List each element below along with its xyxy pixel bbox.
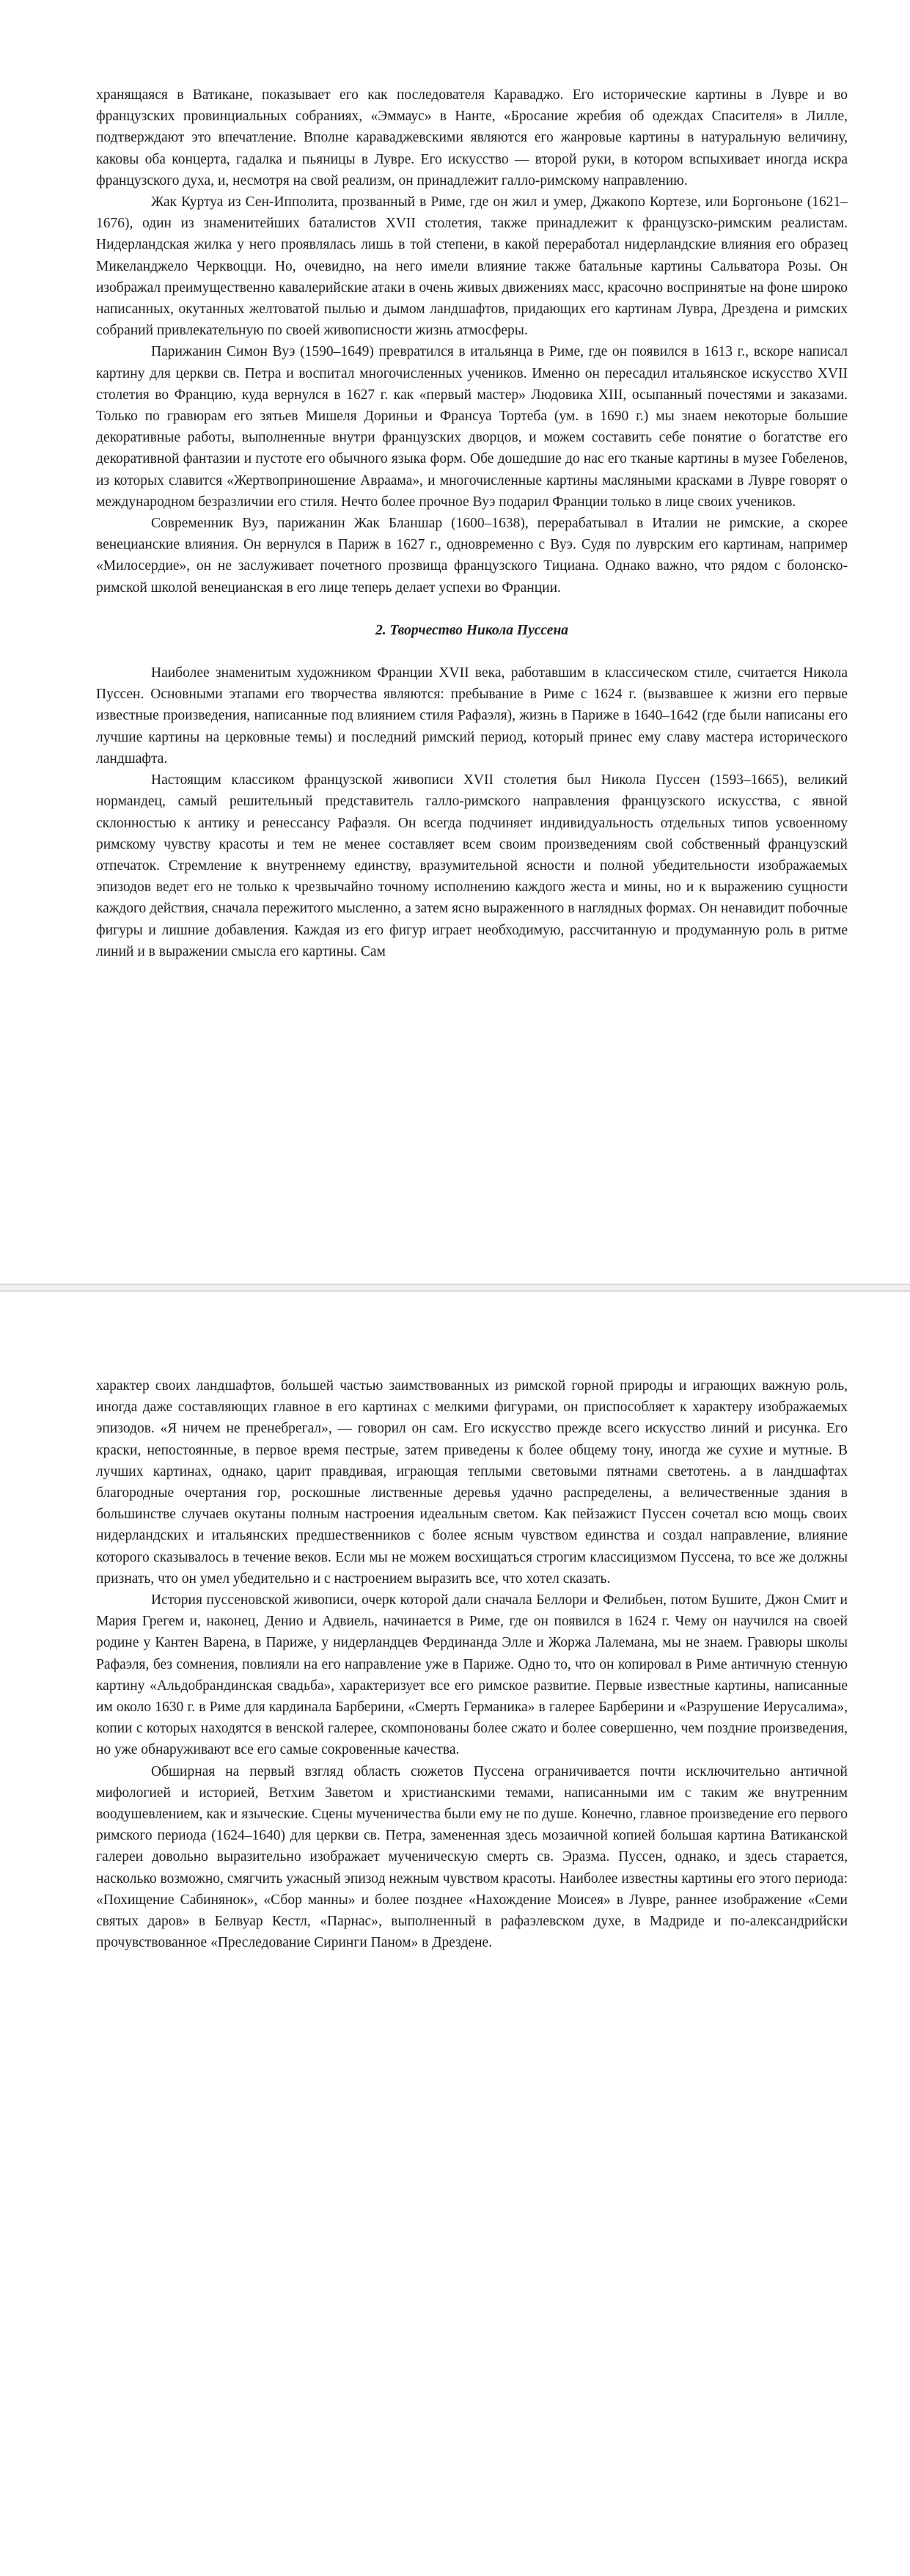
paragraph: характер своих ландшафтов, большей частью заимствованных из римской горной природы и играющих важную роль, иногда даже составляющих главное в его картинах с мелкими фигурами, он приспособляет к характеру изображаемых эпизодов. «Я ничем не пренебрегал», — говорил он сам. Его искусство прежде всего искусство линий и рисунка. Его краски, непостоянные, в первое время пестрые, затем приведены к более общему тону, иногда же сухие и мутные. В лучших картинах, однако, царит правдивая, играющая теплыми световыми пятнами светотень. а в ландшафтах благородные очертания гор, роскошные лиственные деревья удачно распределены, а величественные здания в большинстве случаев окутаны полным настроения идеальным светом. Как пейзажист Пуссен сочетал всю мощь своих нидерландских и итальянских предшественников с более ясным чувством единства и создал направление, влияние которого сказывалось в течение веков. Если мы не можем восхищаться строгим классицизмом Пуссена, то все же должны признать, что он умел убедительно и с настроением выразить все, что хотел сказать.	[96, 1378, 848, 1587]
paragraph: Парижанин Симон Вуэ (1590–1649) превратился в итальянца в Риме, где он появился в 1613 г., вскоре написал картину для церкви св. Петра и воспитал многочисленных учеников. Именно он пересадил итальянское искусство XVII столетия во Францию, куда вернулся в 1627 г. как «первый мастер» Людовика XIII, осыпанный почестями и заказами. Только по гравюрам его зятьев Мишеля Дориньи и Франсуа Тортеба (ум. в 1690 г.) мы знаем некоторые большие декоративные работы, выполненные внутри французских дворцов, и можем составить себе понятие о богатстве его декоративной фантазии и пустоте его обычного языка форм. Обе дошедшие до нас его тканые картины в музее Гобеленов, из которых славится «Жертвоприношение Авраама», и многочисленные картины масляными красками в Лувре говорят о международном безразличии его стиля. Нечто более прочное Вуэ подарил Франции только в лице своих учеников.	[96, 344, 848, 510]
paragraph: История пуссеновской живописи, очерк которой дали сначала Беллори и Фелибьен, потом Бушите, Джон Смит и Мария Грегем и, наконец, Денио и Адвиель, начинается в Риме, где он появился в 1624 г. Чему он научился на своей родине у Кантен Варена, в Париже, у нидерландцев Фердинанда Элле и Жоржа Лалемана, мы не знаем. Гравюры школы Рафаэля, без сомнения, повлияли на его направление уже в Париже. Одно то, что он копировал в Риме античную стенную картину «Альдобрандинская свадьба», характеризует все его римское развитие. Первые известные картины, написанные им около 1630 г. в Риме для кардинала Барберини, «Смерть Германика» в галерее Барберини и «Разрушение Иерусалима», копии с которых находятся в венской галерее, скомпонованы более сжато и более совершенно, чем поздние произведения, но уже обнаруживают все его самые сокровенные качества.	[96, 1592, 848, 1758]
page-2-text-column	[96, 1375, 848, 1953]
paragraph: Обширная на первый взгляд область сюжетов Пуссена ограничивается почти исключительно античной мифологией и историей, Ветхим Заветом и христианскими темами, написанными им с таким же внутренним воодушевлением, как и языческие. Сцены мученичества были ему не по душе. Конечно, главное произведение его первого римского периода (1624–1640) для церкви св. Петра, замененная здесь мозаичной копией большая картина Ватиканской галереи довольно выразительно изображает мученическую смерть св. Эразма. Пуссен, однако, и здесь старается, насколько возможно, смягчить ужасный эпизод нежным чувством красоты. Наиболее известны картины его этого периода: «Похищение Сабинянок», «Сбор манны» и более позднее «Нахождение Моисея» в Лувре, раннее изображение «Семи святых даров» в Белвуар Кестл, «Парнас», выполненный в рафаэлевском духе, в Мадриде и по-александрийски прочувствованное «Преследование Сиринги Паном» в Дрездене.	[96, 1763, 848, 1951]
section-heading: 2. Творчество Никола Пуссена	[375, 622, 569, 638]
page-1-text-column	[96, 84, 848, 962]
paragraph: Наиболее знаменитым художником Франции XVII века, работавшим в классическом стиле, считается Никола Пуссен. Основными этапами его творчества являются: пребывание в Риме с 1624 г. (вызвавшее к жизни его первые известные произведения, написанные под влиянием стиля Рафаэля), жизнь в Париже в 1640–1642 (где были написаны его лучшие картины на церковные темы) и последний римский период, который принес ему славу мастера исторического ландшафта.	[96, 665, 848, 766]
paragraph: Жак Куртуа из Сен-Ипполита, прозванный в Риме, где он жил и умер, Джакопо Кортезе, или Боргоньоне (1621–1676), один из знаменитейших баталистов XVII столетия, также принадлежит к французско-римским реалистам. Нидерландская жилка у него проявлялась лишь в той степени, в какой переработал нидерландские влияния его образец Микеланджело Черквоцци. Но, очевидно, на него имели влияние также батальные картины Сальватора Розы. Он изображал преимущественно кавалерийские атаки в очень живых движениях масс, красочно воспринятые на фоне широко написанных, окутанных желтоватой пылью и дымом ландшафтов, придающих его картинам Лувра, Дрездена и римских собраний привлекательную по своей живописности жизнь атмосферы.	[96, 194, 848, 339]
paragraph: хранящаяся в Ватикане, показывает его как последователя Караваджо. Его исторические картины в Лувре и во французских провинциальных собраниях, «Эммаус» в Нанте, «Бросание жребия об одеждах Спасителя» в Лилле, подтверждают это впечатление. Вполне караваджевскими являются его жанровые картины в натуральную величину, каковы оба концерта, гадалка и пьяницы в Лувре. Его искусство — второй руки, в котором вспыхивает иногда искра французского духа, и, несмотря на свой реализм, он принадлежит галло-римскому направлению.	[96, 87, 848, 189]
paragraph: Современник Вуэ, парижанин Жак Бланшар (1600–1638), перерабатывал в Италии не римские, а скорее венецианские влияния. Он вернулся в Париж в 1627 г., одновременно с Вуэ. Судя по луврским его картинам, например «Милосердие», он не заслуживает почетного прозвища французского Тициана. Однако важно, что рядом с болонско-римской школой венецианская в его лице теперь делает успехи во Франции.	[96, 516, 848, 596]
paragraph: Настоящим классиком французской живописи XVII столетия был Никола Пуссен (1593–1665), великий нормандец, самый решительный представитель галло-римского направления французского искусства, с явной склонностью к антику и ренессансу Рафаэля. Он всегда подчиняет индивидуальность отдельных типов усвоенному римскому чувству красоты и тем не менее составляет всем своим произведениям свой собственный французский отпечаток. Стремление к внутреннему единству, вразумительной ясности и полной убедительности изображаемых эпизодов ведет его не только к чрезвычайно точному исполнению каждого жеста и мины, но и к выражению сущности каждого действия, сначала пережитого мысленно, а затем ясно выраженного в наглядных формах. Он ненавидит побочные фигуры и лишние добавления. Каждая из его фигур играет необходимую, рассчитанную и продуманную роль в ритме линий и в выражении смысла его картины. Сам	[96, 772, 848, 959]
